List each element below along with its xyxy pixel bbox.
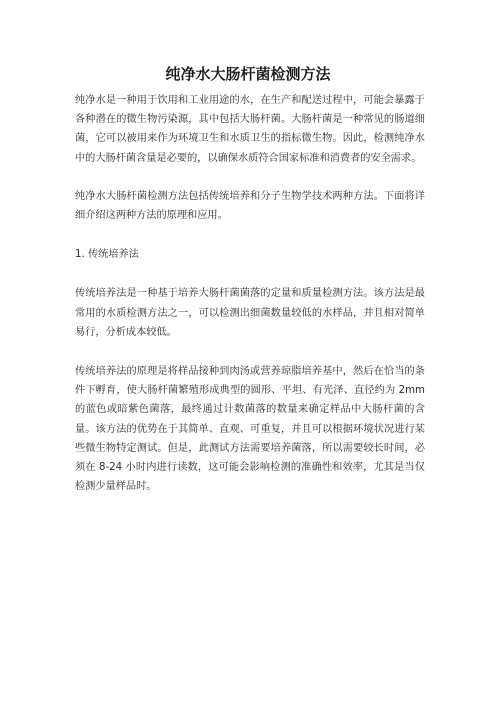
- document-title: 纯净水大肠杆菌检测方法: [165, 65, 331, 83]
- culture-method-paragraph: 传统培养法是一种基于培养大肠杆菌菌落的定量和质量检测方法。该方法是最常用的水质检测方法之一，可以检测出细菌数量较低的水样品，并且相对简单易行，分析成本较低。: [75, 288, 425, 338]
- document-body: [75, 91, 425, 496]
- intro-paragraph: 纯净水是一种用于饮用和工业用途的水，在生产和配送过程中，可能会暴露于各种潜在的微生物污染源，其中包括大肠杆菌。大肠杆菌是一种常见的肠道细菌，它可以被用来作为环境卫生和水质卫生的指标微生物。因此，检测纯净水中的大肠杆菌含量是必要的，以确保水质符合国家标准和消费者的安全需求。: [75, 95, 425, 164]
- section-heading: 1. 传统培养法: [75, 249, 139, 261]
- methods-overview-paragraph: 纯净水大肠杆菌检测方法包括传统培养和分子生物学技术两种方法。下面将详细介绍这两种方法的原理和应用。: [75, 190, 425, 222]
- culture-principle-paragraph: 传统培养法的原理是将样品接种到肉汤或营养琼脂培养基中，然后在恰当的条件下孵育，使大肠杆菌繁殖形成典型的圆形、平坦、有光泽、直径约为 2mm 的蓝色或暗紫色菌落，最终通过计数菌落的数量来确定样品中大肠杆菌的含量。该方法的优势在于其简单、直观、可重复，并且可以根据环境状况进行某些微生物特定测试。但是，此测试方法需要培养菌落，所以需要较长时间，必须在 8-24 小时内进行读数，这可能会影响检测的准确性和效率，尤其是当仅检测少量样品时。: [75, 366, 425, 493]
